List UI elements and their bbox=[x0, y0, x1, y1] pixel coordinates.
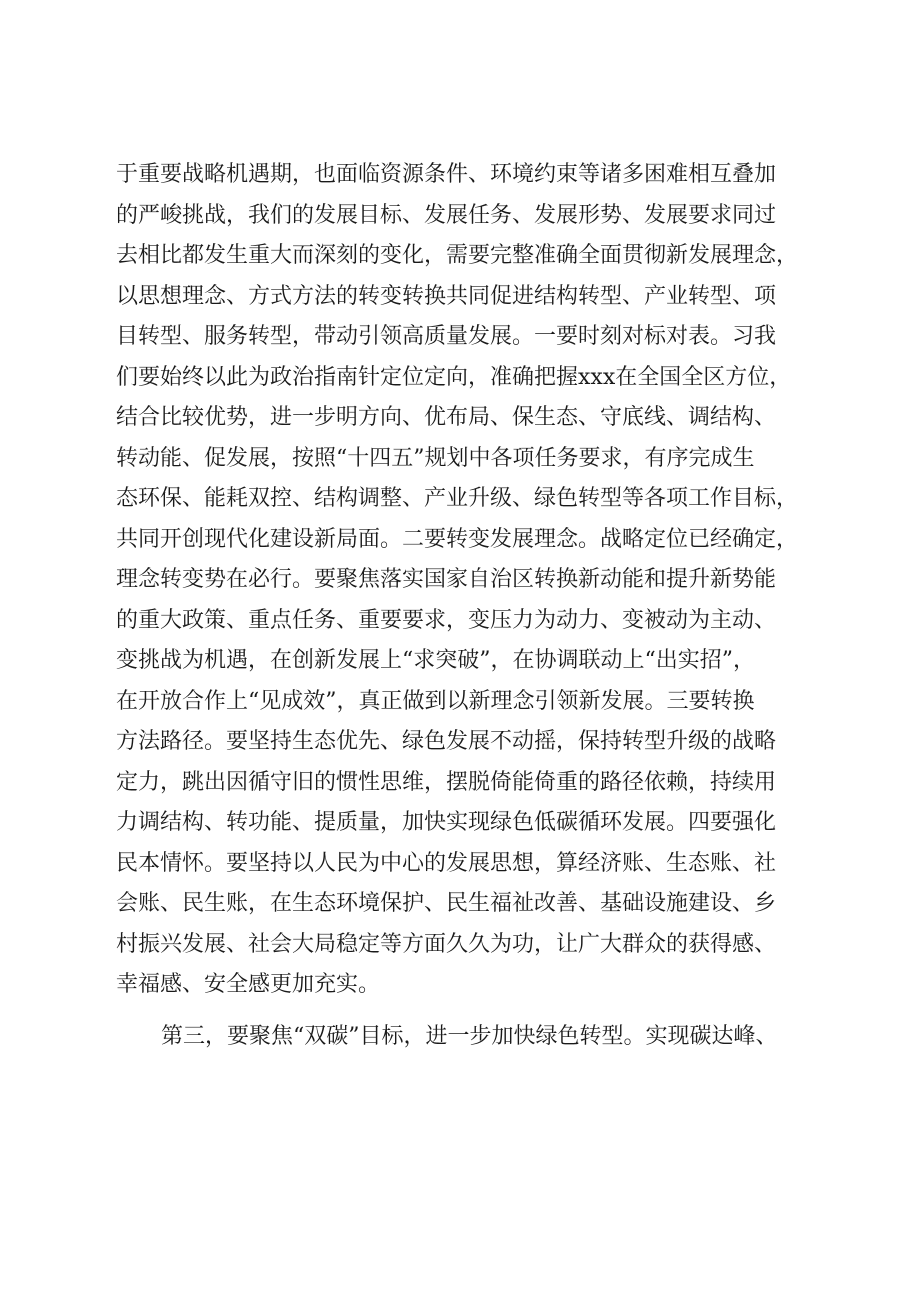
paragraph-1-line: 定力，跳出因循守旧的惯性思维，摆脱倚能倚重的路径依赖，持续用 bbox=[116, 769, 777, 795]
paragraph-1-line: 以思想理念、方式方法的转变转换共同促进结构转型、产业转型、项 bbox=[116, 283, 777, 309]
paragraph-1-line: 的重大政策、重点任务、重要要求，变压力为动力、变被动为主动、 bbox=[116, 607, 777, 633]
paragraph-1-line: 去相比都发生重大而深刻的变化，需要完整准确全面贯彻新发展理念， bbox=[116, 243, 799, 268]
paragraph-1-line: 在开放合作上“见成效”，真正做到以新理念引领新发展。三要转换 bbox=[116, 688, 755, 714]
paragraph-1-line: 转动能、促发展，按照“十四五”规划中各项任务要求，有序完成生 bbox=[116, 445, 755, 471]
paragraph-1-line: 村振兴发展、社会大局稳定等方面久久为功，让广大群众的获得感、 bbox=[116, 931, 777, 957]
paragraph-1-line: 会账、民生账，在生态环境保护、民生福祉改善、基础设施建设、乡 bbox=[116, 891, 777, 916]
paragraph-1-line: 们要始终以此为政治指南针定位定向，准确把握xxx在全国全区方位， bbox=[116, 364, 792, 390]
paragraph-2-line: 第三，要聚焦“双碳”目标，进一步加快绿色转型。实现碳达峰、 bbox=[161, 1023, 778, 1049]
paragraph-1-line: 民本情怀。要坚持以人民为中心的发展思想，算经济账、生态账、社 bbox=[116, 850, 777, 876]
paragraph-1-line: 变挑战为机遇，在创新发展上“求突破”，在协调联动上“出实招”， bbox=[116, 648, 755, 673]
paragraph-1-line: 幸福感、安全感更加充实。 bbox=[116, 972, 381, 997]
paragraph-1-line: 于重要战略机遇期，也面临资源条件、环境约束等诸多困难相互叠加 bbox=[116, 162, 777, 187]
paragraph-1-line: 的严峻挑战，我们的发展目标、发展任务、发展形势、发展要求同过 bbox=[116, 202, 777, 228]
paragraph-1-line: 共同开创现代化建设新局面。二要转变发展理念。战略定位已经确定， bbox=[116, 526, 799, 552]
paragraph-1-line: 理念转变势在必行。要聚焦落实国家自治区转换新动能和提升新势能 bbox=[116, 567, 777, 592]
paragraph-1 bbox=[116, 155, 816, 1006]
paragraph-gap bbox=[116, 1006, 816, 1017]
document-body bbox=[116, 155, 816, 1057]
paragraph-1-line: 力调结构、转功能、提质量，加快实现绿色低碳循环发展。四要强化 bbox=[116, 810, 777, 835]
paragraph-2 bbox=[116, 1017, 816, 1058]
paragraph-1-line: 结合比较优势，进一步明方向、优布局、保生态、守底线、调结构、 bbox=[116, 405, 777, 430]
paragraph-1-line: 方法路径。要坚持生态优先、绿色发展不动摇，保持转型升级的战略 bbox=[116, 729, 777, 754]
paragraph-1-line: 目转型、服务转型，带动引领高质量发展。一要时刻对标对表。习我 bbox=[116, 324, 777, 349]
paragraph-1-line: 态环保、能耗双控、结构调整、产业升级、绿色转型等各项工作目标， bbox=[116, 486, 799, 511]
